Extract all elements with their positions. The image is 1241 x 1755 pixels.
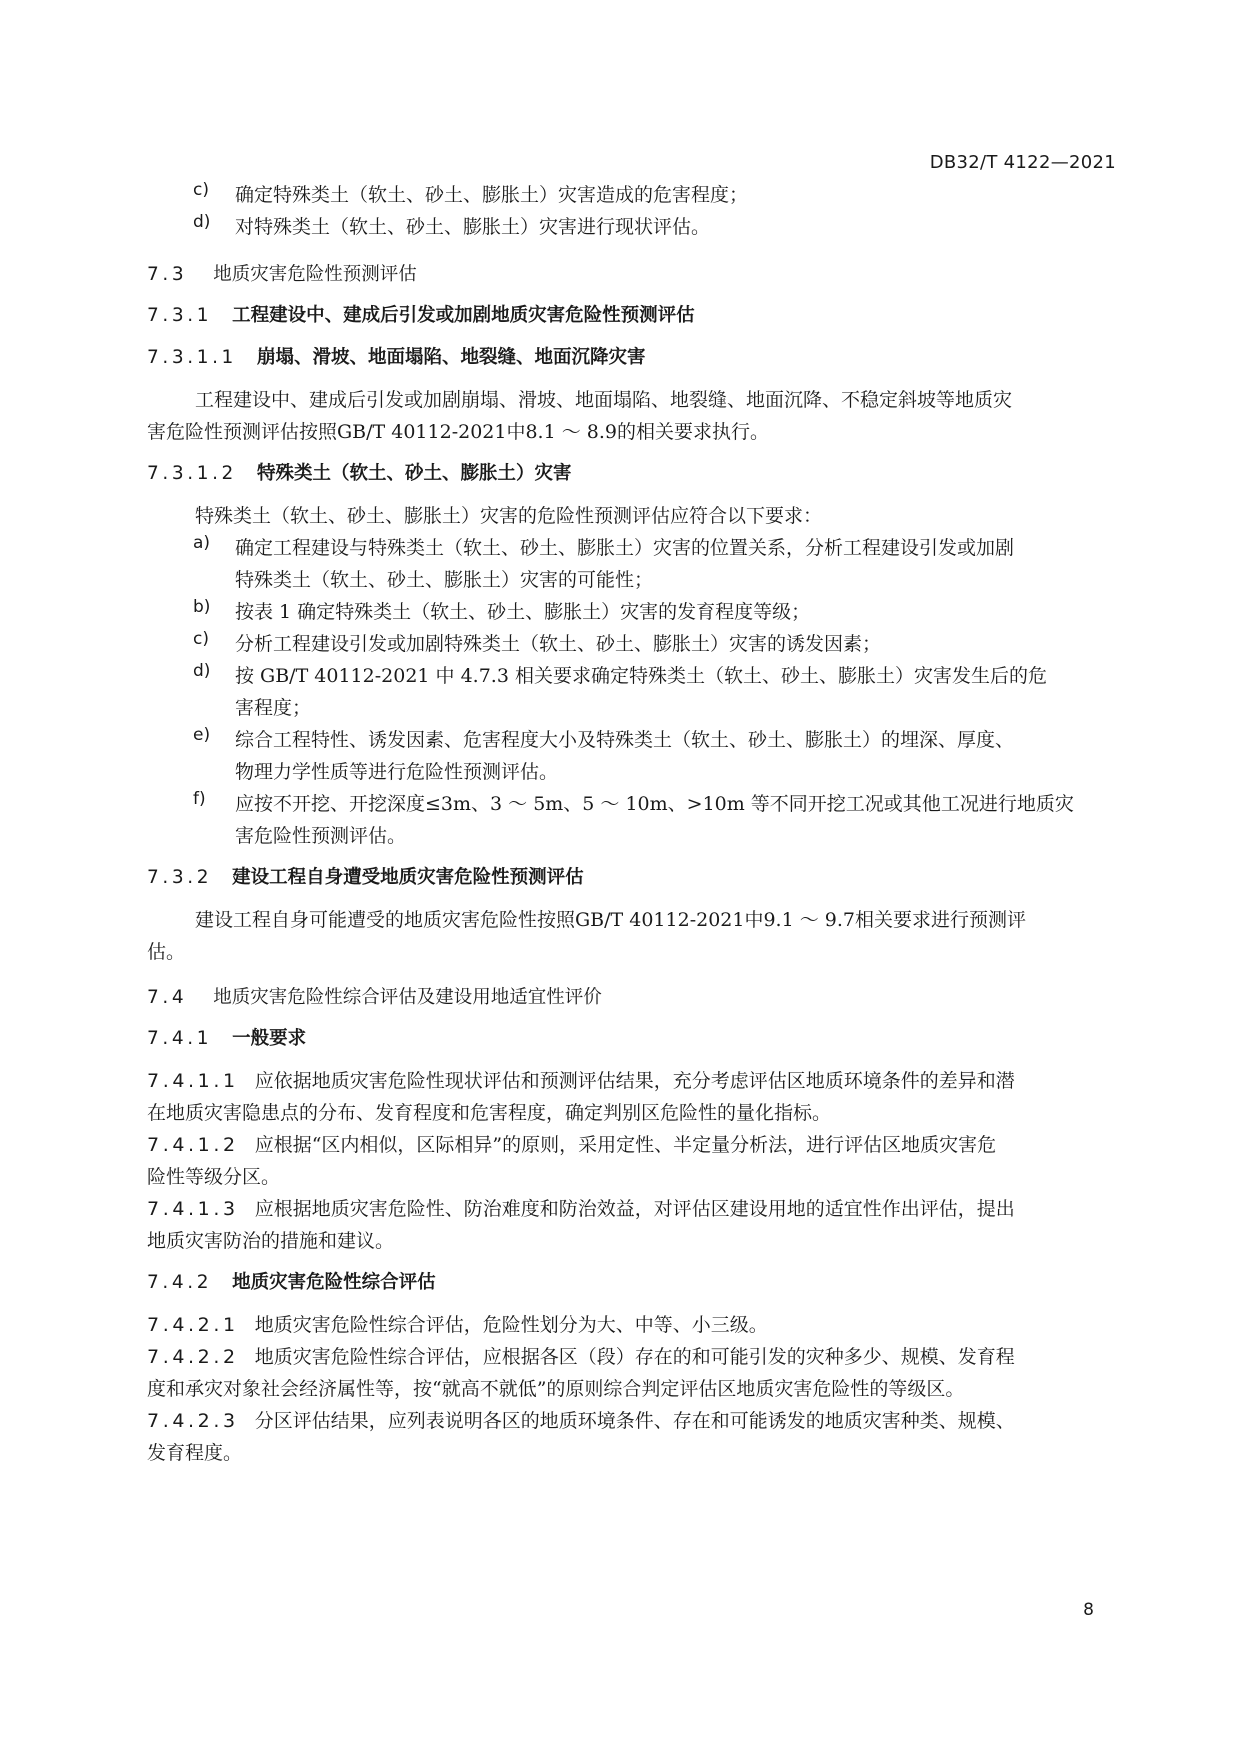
clause-text: 分区评估结果，应列表说明各区的地质环境条件、存在和可能诱发的地质灾害种类、规模、 [254, 1410, 1015, 1432]
section-title: 地质灾害危险性预测评估 [213, 264, 417, 285]
list-text: 物理力学性质等进行危险性预测评估。 [235, 761, 559, 783]
section-number: 7.3 [147, 264, 188, 285]
clause-line [147, 1194, 1015, 1221]
list-label: c) [193, 180, 209, 200]
section-number: 7.4.1 [147, 1028, 213, 1049]
list-text: 按 GB/T 40112-2021 中 4.7.3 相关要求确定特殊类土（软土、砂土、膨胀土）灾害发生后的危 [235, 665, 1047, 687]
clause-text: 地质灾害危险性综合评估，应根据各区（段）存在的和可能引发的灾种多少、规模、发育程 [254, 1346, 1015, 1368]
paragraph-line: 险性等级分区。 [147, 1166, 281, 1188]
list-text: 分析工程建设引发或加剧特殊类土（软土、砂土、膨胀土）灾害的诱发因素； [235, 633, 882, 655]
list-label: f) [193, 789, 206, 809]
paragraph-line: 特殊类土（软土、砂土、膨胀土）灾害的危险性预测评估应符合以下要求： [195, 505, 823, 527]
section-heading [147, 1268, 436, 1294]
list-label: e) [193, 725, 211, 745]
list-text: 确定特殊类土（软土、砂土、膨胀土）灾害造成的危害程度； [235, 184, 749, 206]
section-heading [147, 260, 417, 286]
paragraph-line: 害危险性预测评估按照GB/T 40112-2021中8.1 ～ 8.9的相关要求执行。 [147, 421, 769, 443]
list-label: d) [193, 661, 211, 681]
list-text: 特殊类土（软土、砂土、膨胀土）灾害的可能性； [235, 569, 654, 591]
section-heading [147, 301, 695, 327]
list-label: c) [193, 629, 209, 649]
section-title: 地质灾害危险性综合评估 [232, 1272, 436, 1293]
clause-number: 7.4.2.2 [147, 1346, 239, 1368]
section-title: 特殊类土（软土、砂土、膨胀土）灾害 [256, 463, 572, 484]
section-number: 7.3.1.2 [147, 463, 237, 484]
section-number: 7.3.1 [147, 305, 213, 326]
section-title: 地质灾害危险性综合评估及建设用地适宜性评价 [213, 987, 602, 1008]
clause-number: 7.4.1.2 [147, 1134, 239, 1156]
list-text: 害程度； [235, 697, 312, 719]
paragraph-line: 估。 [147, 941, 186, 963]
clause-line [147, 1310, 768, 1337]
clause-line [147, 1342, 1015, 1369]
section-title: 工程建设中、建成后引发或加剧地质灾害危险性预测评估 [232, 305, 695, 326]
clause-line [147, 1130, 996, 1157]
section-heading [147, 983, 602, 1009]
page-number: 8 [1083, 1600, 1094, 1620]
list-label: d) [193, 212, 211, 232]
section-number: 7.3.1.1 [147, 347, 237, 368]
clause-text: 应依据地质灾害危险性现状评估和预测评估结果，充分考虑评估区地质环境条件的差异和潜 [254, 1070, 1015, 1092]
paragraph-line: 建设工程自身可能遭受的地质灾害危险性按照GB/T 40112-2021中9.1 ～ 9.7相关要求进行预测评 [195, 909, 1026, 931]
section-number: 7.4.2 [147, 1272, 213, 1293]
section-number: 7.4 [147, 987, 188, 1008]
paragraph-line: 度和承灾对象社会经济属性等，按“就高不就低”的原则综合判定评估区地质灾害危险性的等级区。 [147, 1378, 965, 1400]
list-label: b) [193, 597, 211, 617]
section-title: 一般要求 [232, 1028, 307, 1049]
section-heading [147, 459, 571, 485]
list-label: a) [193, 533, 211, 553]
section-heading [147, 863, 584, 889]
paragraph-line: 发育程度。 [147, 1442, 243, 1464]
document-code: DB32/T 4122—2021 [929, 152, 1116, 173]
paragraph-line: 工程建设中、建成后引发或加剧崩塌、滑坡、地面塌陷、地裂缝、地面沉降、不稳定斜坡等地质灾 [195, 389, 1013, 411]
list-text: 按表 1 确定特殊类土（软土、砂土、膨胀土）灾害的发育程度等级； [235, 601, 811, 623]
section-title: 崩塌、滑坡、地面塌陷、地裂缝、地面沉降灾害 [256, 347, 646, 368]
clause-number: 7.4.1.1 [147, 1070, 239, 1092]
clause-line [147, 1066, 1015, 1093]
paragraph-line: 在地质灾害隐患点的分布、发育程度和危害程度，确定判别区危险性的量化指标。 [147, 1102, 832, 1124]
list-text: 对特殊类土（软土、砂土、膨胀土）灾害进行现状评估。 [235, 216, 711, 238]
list-text: 确定工程建设与特殊类土（软土、砂土、膨胀土）灾害的位置关系，分析工程建设引发或加剧 [235, 537, 1015, 559]
section-number: 7.3.2 [147, 867, 213, 888]
paragraph-line: 地质灾害防治的措施和建议。 [147, 1230, 395, 1252]
list-text: 害危险性预测评估。 [235, 825, 407, 847]
section-title: 建设工程自身遭受地质灾害危险性预测评估 [232, 867, 584, 888]
clause-number: 7.4.2.1 [147, 1314, 239, 1336]
section-heading [147, 343, 645, 369]
list-text: 应按不开挖、开挖深度≤3m、3 ～ 5m、5 ～ 10m、>10m 等不同开挖工况或其他工况进行地质灾 [235, 793, 1074, 815]
clause-number: 7.4.1.3 [147, 1198, 239, 1220]
clause-text: 应根据地质灾害危险性、防治难度和防治效益，对评估区建设用地的适宜性作出评估，提出 [254, 1198, 1015, 1220]
section-heading [147, 1024, 306, 1050]
list-text: 综合工程特性、诱发因素、危害程度大小及特殊类土（软土、砂土、膨胀土）的埋深、厚度、 [235, 729, 1015, 751]
clause-number: 7.4.2.3 [147, 1410, 239, 1432]
clause-text: 应根据“区内相似，区际相异”的原则，采用定性、半定量分析法，进行评估区地质灾害危 [254, 1134, 997, 1156]
clause-line [147, 1406, 1015, 1433]
clause-text: 地质灾害危险性综合评估，危险性划分为大、中等、小三级。 [254, 1314, 768, 1336]
